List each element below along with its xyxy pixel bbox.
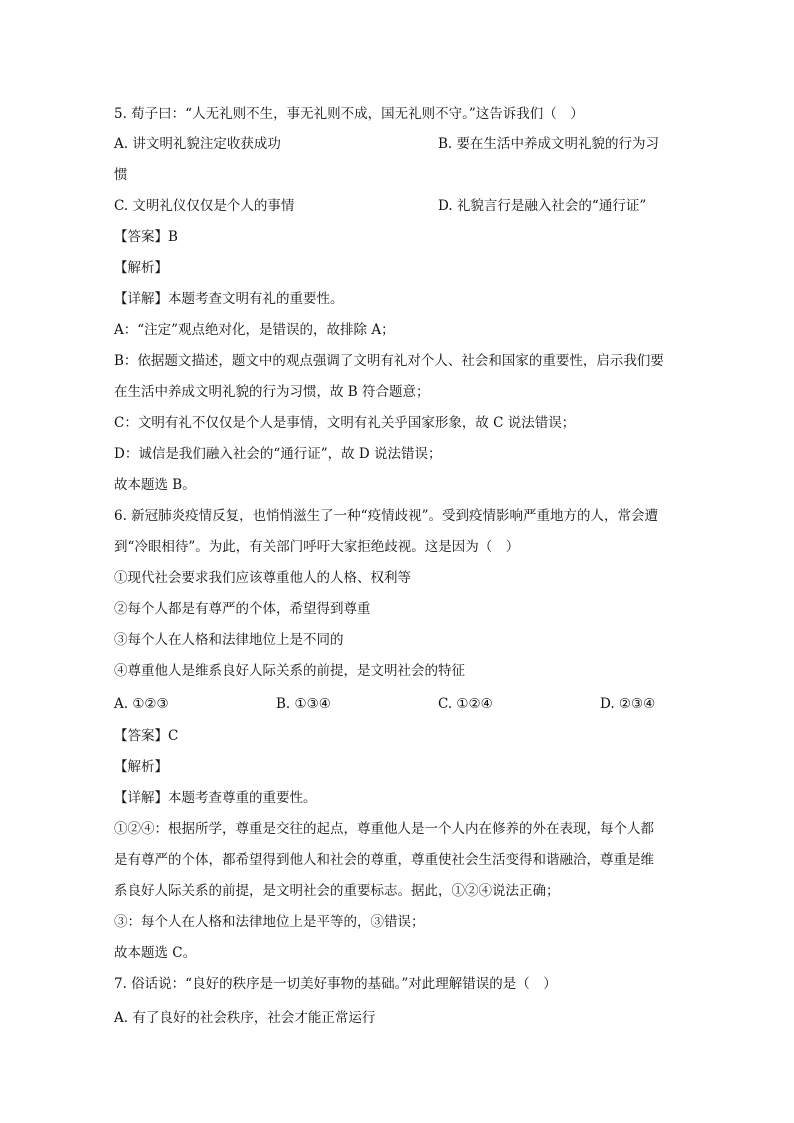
q5-option-b-continued: 惯 (114, 167, 128, 183)
q5-explain-c: C：文明有礼不仅仅是个人是事情，文明有礼关乎国家形象，故 C 说法错误； (114, 415, 576, 431)
q6-option-d: D. ②③④ (600, 696, 656, 712)
q5-detail: 【详解】本题考查文明有礼的重要性。 (114, 291, 344, 307)
q6-explain-3: 系良好人际关系的前提，是文明社会的重要标志。据此，①②④说法正确； (114, 883, 560, 899)
q5-explain-a: A：“注定”观点绝对化，是错误的，故排除 A； (114, 322, 395, 338)
q6-stem-1: 6. 新冠肺炎疫情反复，也悄悄滋生了一种“疫情歧视”。受到疫情影响严重地方的人，常会遭 (114, 508, 658, 524)
q6-statement-2: ②每个人都是有尊严的个体，希望得到尊重 (114, 601, 371, 617)
q6-explain-4: ③：每个人在人格和法律地位上是平等的，③错误； (114, 914, 425, 930)
q5-analysis-heading: 【解析】 (114, 260, 168, 276)
q6-explain-2: 是有尊严的个体，都希望得到他人和社会的尊重，尊重使社会生活变得和谐融洽，尊重是维 (114, 852, 654, 868)
q6-option-a: A. ①②③ (114, 696, 169, 712)
q6-explain-1: ①②④：根据所学，尊重是交往的起点，尊重他人是一个人内在修养的外在表现，每个人都 (114, 821, 654, 837)
q7-option-a: A. 有了良好的社会秩序，社会才能正常运行 (114, 1010, 376, 1026)
q5-answer: 【答案】B (114, 229, 178, 245)
q6-statement-3: ③每个人在人格和法律地位上是不同的 (114, 632, 344, 648)
q6-analysis-heading: 【解析】 (114, 759, 168, 775)
q6-statement-1: ①现代社会要求我们应该尊重他人的人格、权利等 (114, 570, 411, 586)
q6-detail: 【详解】本题考查尊重的重要性。 (114, 790, 317, 806)
q5-option-a: A. 讲文明礼貌注定收获成功 (114, 136, 281, 152)
q5-explain-d: D：诚信是我们融入社会的“通行证”，故 D 说法错误； (114, 446, 442, 462)
q5-explain-b-2: 在生活中养成文明礼貌的行为习惯，故 B 符合题意； (114, 384, 430, 400)
q6-option-c: C. ①②④ (438, 696, 493, 712)
q5-conclusion: 故本题选 B。 (114, 477, 196, 493)
q5-stem: 5. 荀子曰：“人无礼则不生，事无礼则不成，国无礼则不守。”这告诉我们（ ） (114, 106, 584, 122)
q6-conclusion: 故本题选 C。 (114, 945, 197, 961)
q6-stem-2: 到“冷眼相待”。为此，有关部门呼吁大家拒绝歧视。这是因为（ ） (114, 539, 520, 555)
q5-option-d: D. 礼貌言行是融入社会的“通行证” (438, 198, 647, 214)
q5-explain-b-1: B：依据题文描述，题文中的观点强调了文明有礼对个人、社会和国家的重要性，启示我们要 (114, 353, 664, 369)
q6-answer: 【答案】C (114, 728, 179, 744)
q5-option-c: C. 文明礼仪仅仅是个人的事情 (114, 198, 295, 214)
q6-option-b: B. ①③④ (276, 696, 331, 712)
q7-stem: 7. 俗话说：“良好的秩序是一切美好事物的基础。”对此理解错误的是（ ） (114, 976, 557, 992)
q6-statement-4: ④尊重他人是维系良好人际关系的前提，是文明社会的特征 (114, 663, 465, 679)
q5-option-b: B. 要在生活中养成文明礼貌的行为习 (438, 136, 660, 152)
